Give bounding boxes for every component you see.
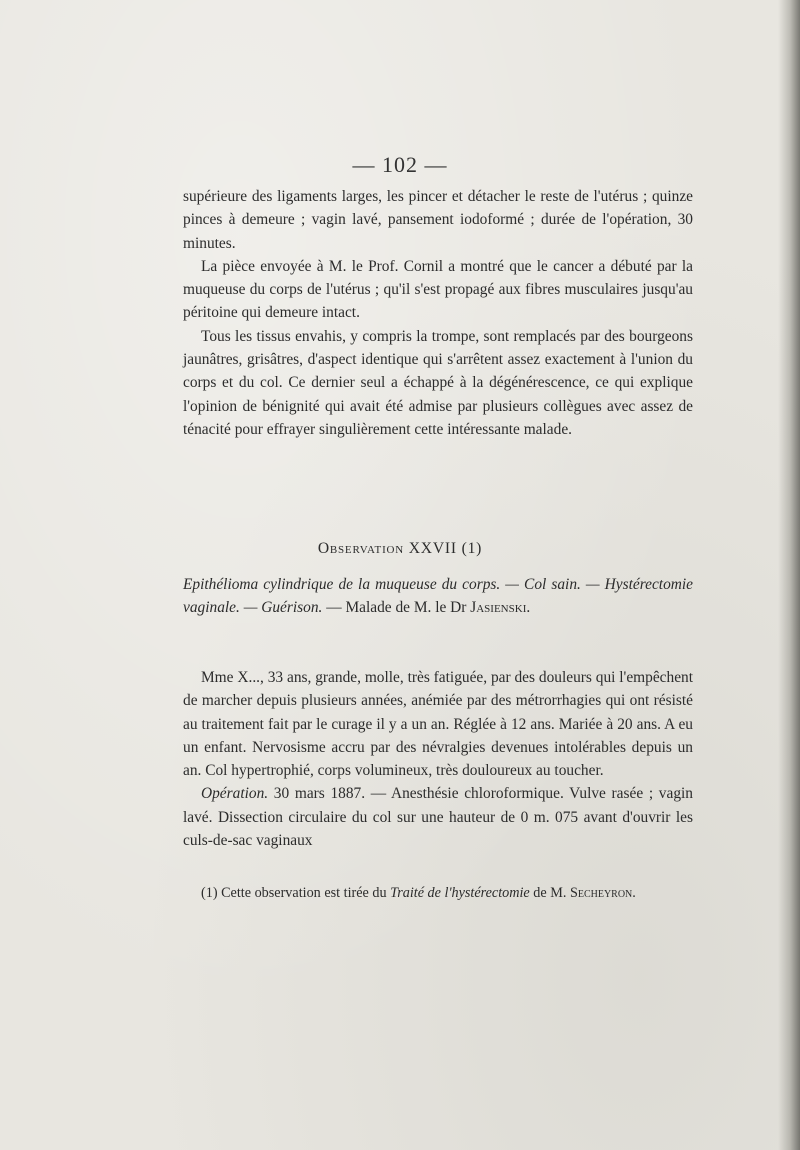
footnote bbox=[183, 883, 693, 904]
observation-heading: Observation XXVII (1) bbox=[317, 540, 483, 557]
subtitle-plain: — Malade de M. le bbox=[322, 599, 451, 617]
subtitle-doctor: Jasienski. bbox=[470, 599, 531, 617]
paragraph-patient: Mme X..., 33 ans, grande, molle, très fatiguée, par des douleurs qui l'empêchent de marcher depuis plusieurs années, anémiée par des métrorrhagies qui ont résisté au traitement fait par le curage il y a un an. Réglée à 12 ans. Mariée à 20 ans. A eu un enfant. Nervosisme accru par des névralgies devenues intolérables depuis un an. Col hypertrophié, corps volumineux, très douloureux au toucher. bbox=[183, 669, 693, 780]
paragraph-continuation: supérieure des ligaments larges, les pincer et détacher le reste de l'utérus ; quinze pinces à demeure ; vagin lavé, pansement iodoformé ; durée de l'opération, 30 minutes. bbox=[183, 188, 693, 252]
subtitle-italic: Epithélioma cylindrique de la muqueuse du corps. — Col sain. — Hystérectomie vaginale. — Guérison. bbox=[183, 576, 693, 617]
continuation-text bbox=[183, 185, 693, 441]
paragraph-cornil: La pièce envoyée à M. le Prof. Cornil a montré que le cancer a débuté par la muqueuse du corps de l'utérus ; qu'il s'est propagé aux fibres musculaires jusqu'au péritoine qui demeure intact. bbox=[183, 257, 693, 322]
operation-text: 30 mars 1887. — Anesthésie chloroformique. Vulve rasée ; vagin lavé. Dissection circulaire du col sur une hauteur de 0 m. 075 avant d'ouvrir les culs-de-sac vaginaux bbox=[183, 785, 693, 850]
page-number-header: — 102 — bbox=[352, 152, 448, 177]
footnote-title: Traité de l'hystérectomie bbox=[390, 885, 530, 901]
footnote-author: M. Secheyron. bbox=[550, 885, 636, 901]
footnote-text-before: (1) Cette observation est tirée du bbox=[201, 885, 391, 901]
case-text bbox=[183, 666, 693, 852]
operation-label: Opération. bbox=[201, 785, 269, 803]
observation-subtitle bbox=[183, 573, 693, 620]
paragraph-tissues: Tous les tissus envahis, y compris la trompe, sont remplacés par des bourgeons jaunâtres, grisâtres, d'aspect identique qui s'arrêtent assez exactement à l'union du corps et du col. Ce dernier seul a échappé à la dégénérescence, ce qui explique l'opinion de bénignité qui avait été admise par plusieurs collègues avec assez de ténacité pour effrayer singulièrement cette intéressante malade. bbox=[183, 327, 693, 438]
subtitle-doctor-prefix: Dr bbox=[450, 599, 471, 617]
paragraph-operation bbox=[183, 782, 693, 852]
footnote-text-after: de bbox=[529, 885, 551, 901]
